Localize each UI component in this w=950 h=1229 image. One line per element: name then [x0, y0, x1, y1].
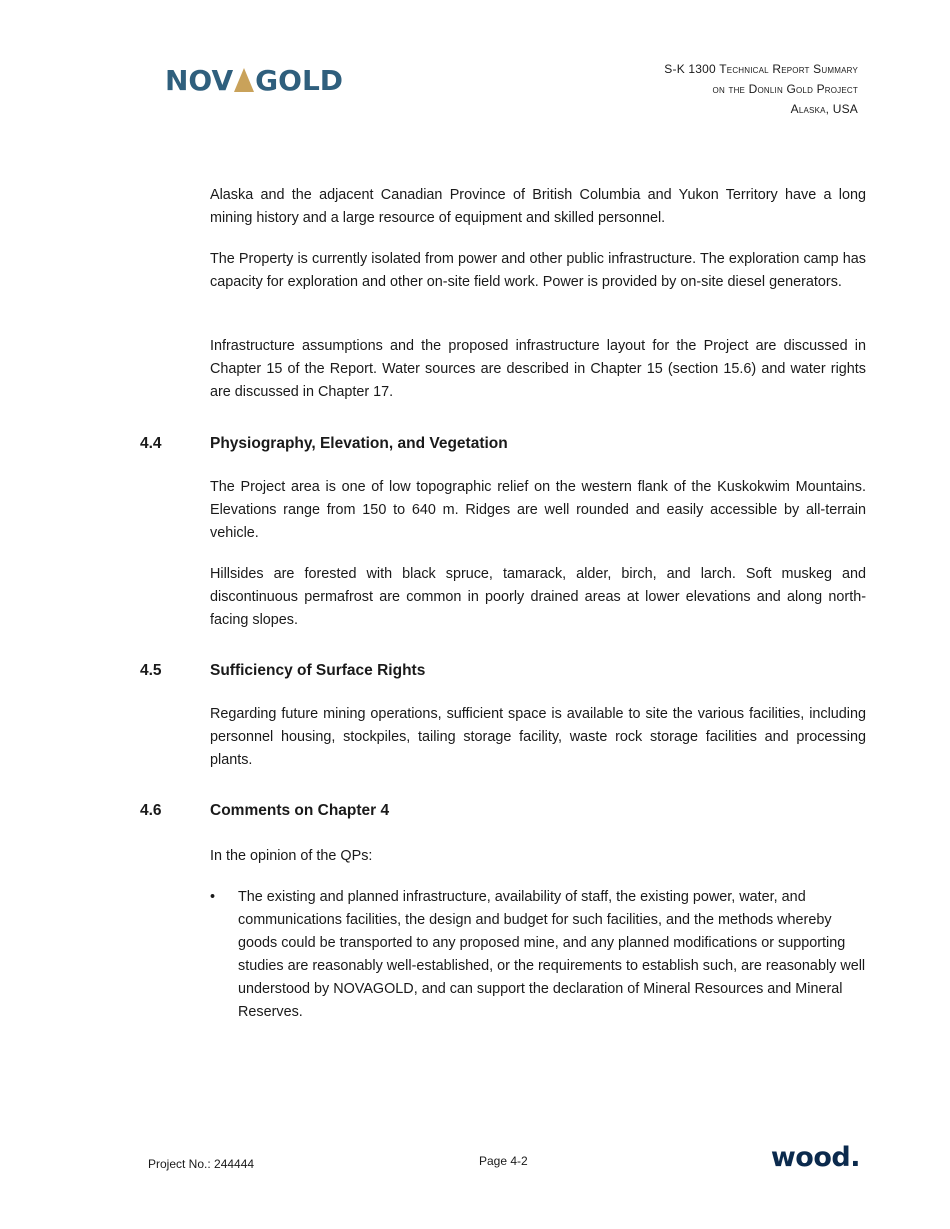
bullet-icon: •: [210, 889, 216, 905]
page-number: Page 4-2: [479, 1154, 528, 1168]
header-line-1: S-K 1300 Technical Report Summary: [664, 62, 858, 76]
header-line-3: Alaska, USA: [790, 102, 858, 116]
paragraph-alaska-history: Alaska and the adjacent Canadian Province of British Columbia and Yukon Territory have a long mining history and a large resource of equipment and skilled personnel.: [210, 187, 866, 226]
paragraph-hillsides: Hillsides are forested with black spruce, tamarack, alder, birch, and larch. Soft muskeg and discontinuous permafrost are common in poorly drained areas at lower elevations and along north-facing slopes.: [210, 566, 866, 628]
section-title-4-5: Sufficiency of Surface Rights: [210, 662, 426, 679]
novagold-logo: [165, 64, 343, 98]
wood-logo: wood.: [770, 1142, 860, 1173]
paragraph-property-power: The Property is currently isolated from power and other public infrastructure. The exploration camp has capacity for exploration and other on-site field work. Power is provided by on-site diesel generators.: [210, 251, 866, 290]
report-header: [664, 59, 858, 119]
bullet-text: The existing and planned infrastructure, availability of staff, the existing power, water, and communications facilities, the design and budget for such facilities, and the methods whereby goods could be transported to any proposed mine, and any planned modifications or supporting studies are reasonably well-established, or the requirements to establish such, are reasonably well understood by NOVAGOLD, and can support the declaration of Mineral Resources and Mineral Reserves.: [238, 889, 866, 1020]
novagold-logo-part1: NOV: [165, 64, 234, 97]
paragraph-project-area: The Project area is one of low topographic relief on the western flank of the Kuskokwim Mountains. Elevations range from 150 to 640 m. Ridges are well rounded and easily accessible by all-terrain vehicle.: [210, 479, 866, 541]
novagold-logo-part2: GOLD: [255, 64, 344, 97]
paragraph-infrastructure: Infrastructure assumptions and the proposed infrastructure layout for the Project are discussed in Chapter 15 of the Report. Water sources are described in Chapter 15 (section 15.6) and water rights are discussed in Chapter 17.: [210, 338, 866, 400]
section-number-4-5: 4.5: [140, 662, 162, 679]
logo-triangle-icon: [234, 68, 254, 92]
section-title-4-6: Comments on Chapter 4: [210, 802, 390, 819]
section-number-4-6: 4.6: [140, 802, 162, 819]
project-number: Project No.: 244444: [148, 1157, 255, 1171]
paragraph-mining-operations: Regarding future mining operations, sufficient space is available to site the various facilities, including personnel housing, stockpiles, tailing storage facility, waste rock storage facilities and processing plants.: [210, 706, 866, 768]
section-number-4-4: 4.4: [140, 435, 162, 452]
header-line-2: on the Donlin Gold Project: [712, 82, 858, 96]
bullet-list-item: [210, 886, 866, 1024]
section-title-4-4: Physiography, Elevation, and Vegetation: [210, 435, 508, 452]
paragraph-qp-opinion: In the opinion of the QPs:: [210, 848, 373, 864]
